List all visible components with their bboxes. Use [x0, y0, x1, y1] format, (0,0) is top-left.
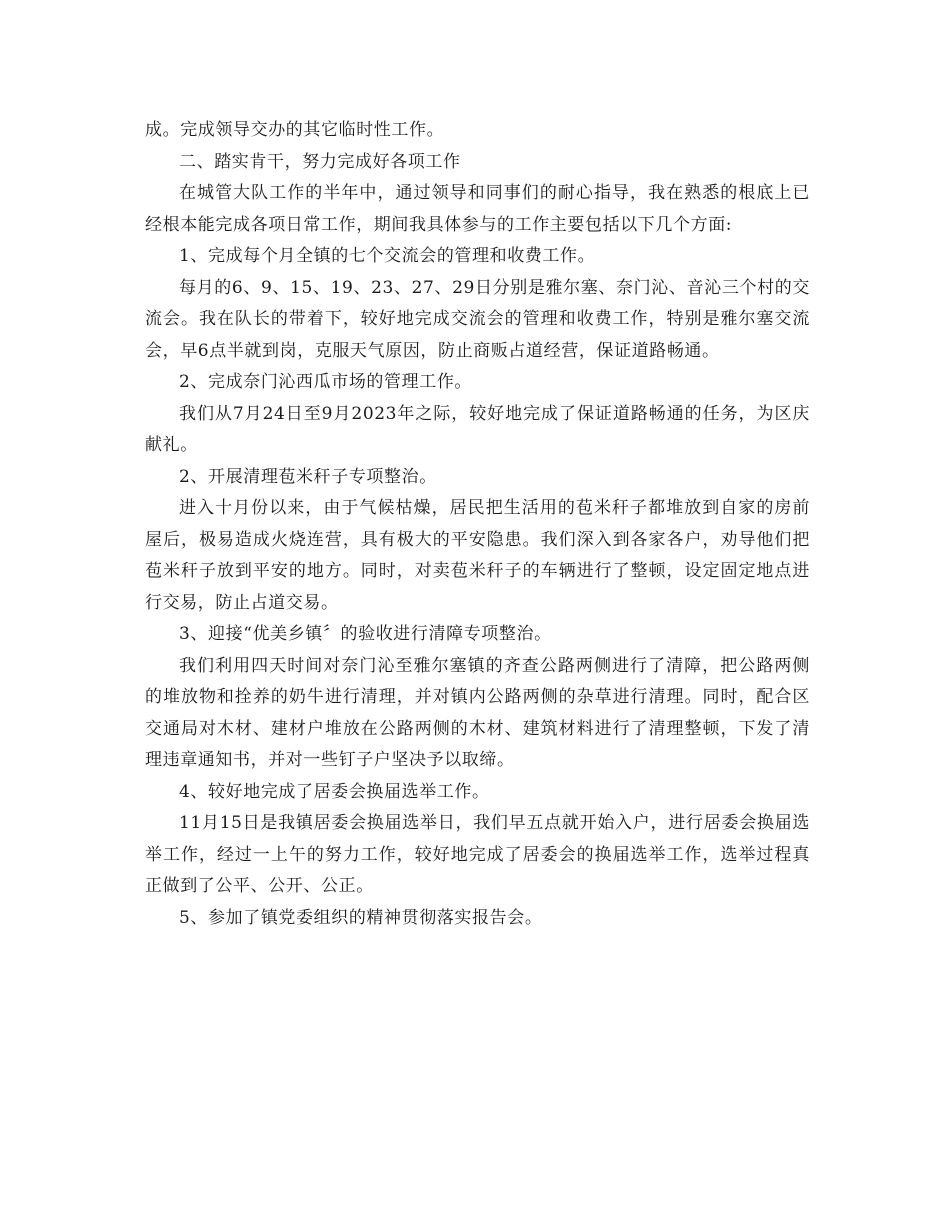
- paragraph-13: 11月15日是我镇居委会换届选举日，我们早五点就开始入户，进行居委会换届选举工作，经过一上午的努力工作，较好地完成了居委会的换届选举工作，选举过程真正做到了公平、公开、公正。: [145, 813, 810, 896]
- paragraph-9: 进入十月份以来，由于气候枯燥，居民把生活用的苞米秆子都堆放到自家的房前屋后，极易造成火烧连营，具有极大的平安隐患。我们深入到各家各户，劝导他们把苞米秆子放到平安的地方。同时，对卖苞米秆子的车辆进行了整顿，设定固定地点进行交易，防止占道交易。: [145, 498, 810, 613]
- paragraph-3: 在城管大队工作的半年中，通过领导和同事们的耐心指导，我在熟悉的根底上已经根本能完成各项日常工作，期间我具体参与的工作主要包括以下几个方面:: [145, 183, 810, 235]
- item-heading-5: 5、参加了镇党委组织的精神贯彻落实报告会。: [179, 907, 543, 928]
- document-body: [145, 115, 810, 934]
- paragraph-1: 成。完成领导交办的其它临时性工作。: [145, 120, 445, 140]
- item-heading-3: 3、迎接“优美乡镇〞的验收进行清障专项整治。: [179, 624, 552, 644]
- item-heading-2b: 2、开展清理苞米秆子专项整治。: [179, 466, 437, 487]
- item-heading-1: 1、完成每个月全镇的七个交流会的管理和收费工作。: [179, 246, 596, 266]
- section-heading-2: 二、踏实肯干，努力完成好各项工作: [179, 151, 461, 172]
- paragraph-7: 我们从7月24日至9月2023年之际，较好地完成了保证道路畅通的任务，为区庆献礼。: [145, 403, 810, 455]
- paragraph-5: 每月的6、9、15、19、23、27、29日分别是雅尔塞、奈门沁、音沁三个村的交流会。我在队长的带着下，较好地完成交流会的管理和收费工作，特别是雅尔塞交流会，早6点半就到岗，克服天气原因，防止商贩占道经营，保证道路畅通。: [145, 277, 810, 361]
- item-heading-4: 4、较好地完成了居委会换届选举工作。: [179, 781, 490, 802]
- item-heading-2: 2、完成奈门沁西瓜市场的管理工作。: [179, 372, 473, 392]
- paragraph-11: 我们利用四天时间对奈门沁至雅尔塞镇的齐查公路两侧进行了清障，把公路两侧的堆放物和拴养的奶牛进行清理，并对镇内公路两侧的杂草进行清理。同时，配合区交通局对木材、建材户堆放在公路两侧的木材、建筑材料进行了清理整顿，下发了清理违章通知书，并对一些钉子户坚决予以取缔。: [145, 655, 810, 770]
